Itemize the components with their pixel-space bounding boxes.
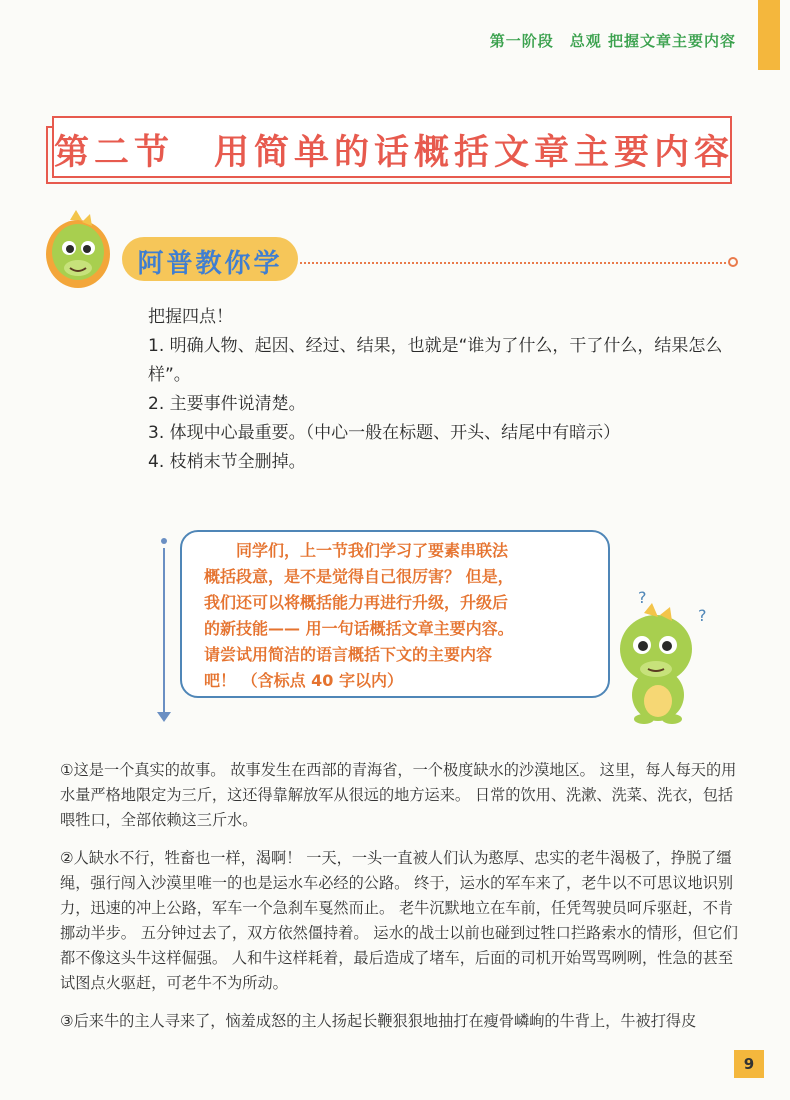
- tip-item: 4. 枝梢末节全删掉。: [148, 452, 306, 472]
- dotted-divider: [300, 262, 726, 264]
- section-badge: [122, 237, 298, 281]
- speech-line: 的新技能—— 用一句话概括文章主要内容。: [204, 619, 514, 638]
- page-number: 9: [734, 1050, 764, 1078]
- story-paragraph: ③后来牛的主人寻来了，恼羞成怒的主人扬起长鞭狠狠地抽打在瘦骨嶙峋的牛背上，牛被打得皮: [60, 1012, 697, 1030]
- speech-line: 我们还可以将概括能力再进行升级，升级后: [204, 593, 509, 612]
- story-text: [60, 758, 740, 1047]
- tip-item: 3. 体现中心最重要。（中心一般在标题、开头、结尾中有暗示）: [148, 423, 621, 443]
- speech-line: 吧！ （含标点 40 字以内）: [204, 671, 403, 690]
- svg-text:?: ?: [698, 606, 707, 625]
- speech-line: 请尝试用简洁的语言概括下文的主要内容: [204, 645, 493, 664]
- speech-pointer-arrow: [157, 712, 171, 722]
- svg-text:?: ?: [638, 588, 647, 607]
- speech-pointer-line: [163, 548, 165, 714]
- dinosaur-question-icon: [602, 585, 724, 725]
- section-title: 第二节 用简单的话概括文章主要内容: [54, 132, 735, 173]
- chapter-tab-strip: [758, 0, 780, 70]
- tips-intro: 把握四点！: [148, 307, 233, 327]
- speech-line: 概括段意，是不是觉得自己很厉害？ 但是，: [204, 567, 514, 586]
- badge-label: 阿普教你学: [137, 249, 283, 279]
- tip-item: 1. 明确人物、起因、经过、结果，也就是“谁为了什么，干了什么，结果怎么样”。: [148, 336, 723, 385]
- running-header: 第一阶段 总观 把握文章主要内容: [489, 32, 736, 50]
- section-title-box: [52, 116, 735, 178]
- tips-list: [148, 303, 738, 477]
- divider-end-circle: [728, 257, 738, 267]
- tip-item: 2. 主要事件说清楚。: [148, 394, 306, 414]
- story-paragraph: ①这是一个真实的故事。 故事发生在西部的青海省，一个极度缺水的沙漠地区。 这里，每人每天的用水量严格地限定为三斤，这还得靠解放军从很远的地方运来。 日常的饮用、洗漱、洗菜、洗衣，包括喂牲口，全部依赖这三斤水。: [60, 761, 737, 829]
- speech-line: 同学们，上一节我们学习了要素串联法: [204, 541, 509, 560]
- dinosaur-mascot-icon: [42, 206, 114, 292]
- speech-pointer-dot: [161, 538, 167, 544]
- story-paragraph: ②人缺水不行，牲畜也一样，渴啊！ 一天，一头一直被人们认为憨厚、忠实的老牛渴极了，挣脱了缰绳，强行闯入沙漠里唯一的也是运水车必经的公路。 终于，运水的军车来了，老牛以不可思议地识别力，迅速的冲上公路，军车一个急刹车戛然而止。 老牛沉默地立在车前，任凭驾驶员呵斥驱赶，不肯挪动半步。 五分钟过去了，双方依然僵持着。 运水的战士以前也碰到过牲口拦路索水的情形，但它们都不像这头牛这样倔强。 人和牛这样耗着，最后造成了堵车，后面的司机开始骂骂咧咧，性急的甚至试图点火驱赶，可老牛不为所动。: [60, 849, 738, 992]
- speech-text: [204, 538, 590, 694]
